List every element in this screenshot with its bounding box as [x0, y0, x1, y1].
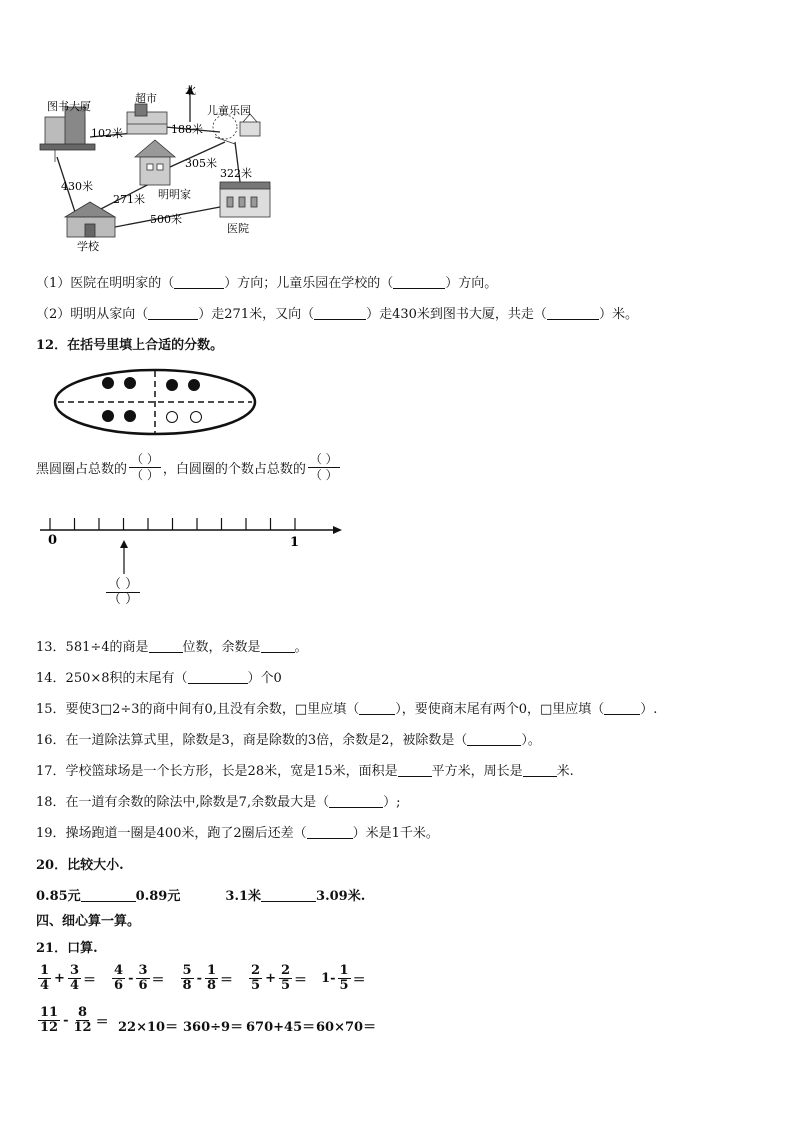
answer-blank[interactable] — [398, 764, 432, 777]
black-circle — [102, 410, 114, 422]
q13: 13．581÷4的商是 位数，余数是 。 — [36, 640, 308, 655]
answer-blank[interactable] — [149, 640, 183, 653]
calc-item: $\frac{2}{5}$ + $\frac{2}{5}$ ＝ — [251, 963, 308, 993]
q20-compare: 0.85元 0.89元 3.1米 3.09米. — [36, 889, 366, 904]
library-label: 图书大厦 — [47, 100, 91, 113]
q17: 17．学校篮球场是一个长方形，长是28米，宽是15米，面积是 平方米，周长是 米. — [36, 764, 574, 779]
answer-blank[interactable] — [393, 276, 445, 289]
black-circle — [166, 379, 178, 391]
q14: 14．250×8积的末尾有（ ）个0 — [36, 671, 282, 686]
answer-blank[interactable] — [174, 276, 224, 289]
answer-blank[interactable] — [467, 733, 521, 746]
q18: 18．在一道有余数的除法中,除数是7,余数最大是（ ）; — [36, 795, 401, 810]
answer-blank[interactable] — [188, 671, 248, 684]
q21-title: 21．口算. — [36, 941, 98, 956]
answer-blank[interactable] — [307, 826, 353, 839]
answer-blank[interactable] — [329, 795, 383, 808]
calc-item: 360÷9＝ — [183, 1020, 244, 1035]
answer-blank[interactable] — [261, 889, 316, 902]
school-icon — [65, 202, 115, 237]
distance-library-school: 430米 — [61, 180, 93, 193]
hospital-label: 医院 — [227, 222, 249, 235]
q12-title: 12．在括号里填上合适的分数。 — [36, 338, 224, 353]
school-label: 学校 — [77, 240, 99, 252]
white-circle — [191, 412, 202, 423]
park-icon — [213, 114, 260, 144]
calc-item: $\frac{5}{8}$ - $\frac{1}{8}$ ＝ — [182, 963, 234, 993]
white-circle — [167, 412, 178, 423]
supermarket-label: 超市 — [135, 92, 157, 105]
answer-blank[interactable] — [604, 702, 640, 715]
distance-supermarket-park: 188米 — [171, 123, 203, 136]
answer-blank[interactable] — [523, 764, 557, 777]
supermarket-icon — [127, 104, 167, 134]
white-fraction-blank[interactable]: $\frac{( )}{( )}$ — [309, 452, 338, 482]
number-line — [36, 510, 356, 600]
q11-part1: （1）医院在明明家的（ ）方向；儿童乐园在学校的（ ）方向。 — [36, 276, 498, 291]
distance-school-home: 271米 — [113, 193, 145, 206]
black-fraction-blank[interactable]: $\frac{( )}{( )}$ — [131, 452, 159, 482]
library-icon — [40, 107, 95, 162]
answer-blank[interactable] — [148, 307, 198, 320]
calc-item: 1- $\frac{1}{5}$ ＝ — [321, 963, 366, 993]
black-circle — [124, 377, 136, 389]
number-line-end: 1 — [290, 535, 300, 550]
answer-blank[interactable] — [547, 307, 599, 320]
calc-item: $\frac{11}{12}$ - $\frac{8}{12}$ ＝ — [40, 1005, 109, 1035]
section-heading: 四、细心算一算。 — [36, 914, 141, 929]
hospital-icon — [220, 182, 270, 217]
calc-row-1 — [36, 964, 366, 993]
answer-blank[interactable] — [314, 307, 366, 320]
q11-part2: （2）明明从家向（ ）走271米，又向（ ）走430米到图书大厦，共走（ ）米。 — [36, 307, 638, 322]
home-label: 明明家 — [158, 188, 191, 201]
answer-blank[interactable] — [359, 702, 395, 715]
calc-item: $\frac{1}{4}$ + $\frac{3}{4}$ ＝ — [40, 963, 97, 993]
up-arrow-icon — [120, 540, 128, 574]
calc-item: 22×10＝ — [118, 1020, 179, 1035]
calc-item: $\frac{4}{6}$ - $\frac{3}{6}$ ＝ — [114, 963, 165, 993]
number-line-start: 0 — [48, 533, 58, 548]
q19: 19．操场跑道一圈是400米，跑了2圈后还差（ ）米是1千米。 — [36, 826, 439, 841]
calc-item: 670+45＝ — [246, 1020, 316, 1035]
home-icon — [135, 140, 175, 185]
black-circle — [102, 377, 114, 389]
black-circle — [124, 410, 136, 422]
q12-fraction-line: 黑圆圈占总数的 $\frac{( )}{( )}$ ，白圆圈的个数占总数的 $\frac{( )}{( )}$ — [36, 452, 338, 482]
answer-blank[interactable] — [261, 640, 295, 653]
calc-item: 60×70＝ — [316, 1020, 377, 1035]
map-figure — [35, 82, 335, 252]
q16: 16．在一道除法算式里，除数是3，商是除数的3倍，余数是2，被除数是（ ）。 — [36, 733, 541, 748]
park-label: 儿童乐园 — [207, 104, 251, 117]
numberline-fraction-blank[interactable]: （ ） （ ） — [108, 577, 139, 607]
distance-park-home: 305米 — [185, 157, 217, 170]
q15: 15．要使3□2÷3的商中间有0,且没有余数，□里应填（ ），要使商末尾有两个0，□里应填（ ）. — [36, 702, 658, 717]
north-label: 北 — [185, 84, 196, 97]
distance-park-hospital: 322米 — [220, 167, 252, 180]
answer-blank[interactable] — [81, 889, 136, 902]
distance-library-supermarket: 102米 — [91, 127, 123, 140]
circle-oval-figure — [50, 365, 270, 445]
distance-school-hospital: 500米 — [150, 213, 182, 226]
black-circle — [188, 379, 200, 391]
q20-title: 20．比较大小. — [36, 858, 124, 873]
